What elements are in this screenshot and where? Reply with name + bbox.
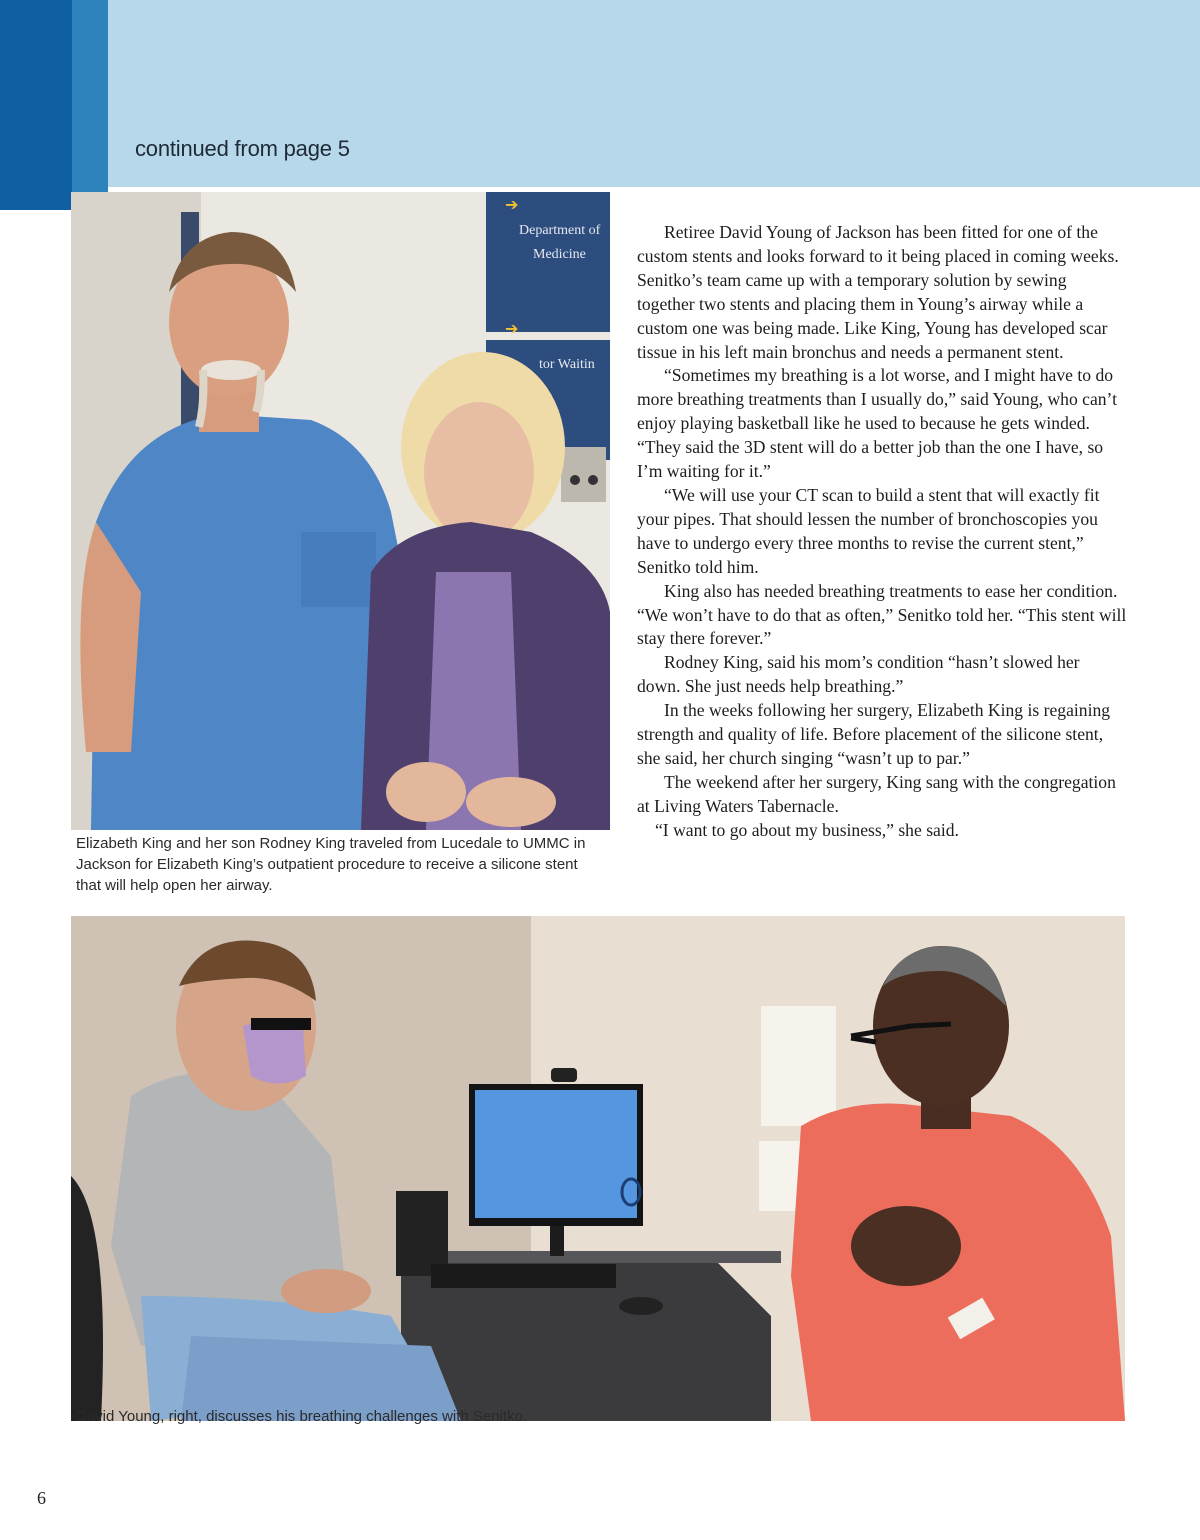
article-paragraph: Rodney King, said his mom’s condition “hasn’t slowed her down. She just needs help breathing.” [637, 652, 1080, 697]
sign-text-1: Department of [519, 223, 601, 238]
article-paragraph: “We will use your CT scan to build a stent that will exactly fit your pipes. That should lessen the number of bronchoscopies you have to undergo every three months to revise the current stent,” Senitko told him. [637, 484, 1100, 577]
photo1-caption: Elizabeth King and her son Rodney King traveled from Lucedale to UMMC in Jackson for Elizabeth King’s outpatient procedure to receive a silicone stent that will help open her airway. [76, 835, 586, 894]
svg-text:➔: ➔ [505, 197, 519, 214]
sign-text-3: tor Waitin [539, 357, 595, 372]
article-paragraph: “Sometimes my breathing is a lot worse, and I might have to do more breathing treatments than I usually do,” said Young, who can’t enjoy playing basketball like he used to because he gets winded. “They said the 3D stent will do a better job than the one I have, so I’m waiting for it.” [637, 365, 1117, 482]
photo2-caption: David Young, right, discusses his breathing challenges with Senitko. [76, 1408, 528, 1425]
article-body [637, 221, 1127, 843]
article-paragraph: The weekend after her surgery, King sang with the congregation at Living Waters Tabernacle. [637, 771, 1116, 816]
article-paragraph: In the weeks following her surgery, Elizabeth King is regaining strength and quality of life. Before placement of the silicone stent, she said, her church singing “wasn’t up to par.” [637, 700, 1111, 768]
article-paragraph: “I want to go about my business,” she said. [655, 819, 959, 840]
article-paragraph: King also has needed breathing treatments to ease her condition. “We won’t have to do that as often,” Senitko told her. “This stent will stay there forever.” [637, 580, 1127, 649]
sign-text-2: Medicine [533, 247, 586, 262]
continued-label: continued from page 5 [135, 136, 350, 161]
photo-young-senitko [71, 916, 1125, 1421]
photo-king-family [71, 192, 610, 830]
page-number: 6 [37, 1488, 46, 1508]
article-paragraph: Retiree David Young of Jackson has been fitted for one of the custom stents and looks forward to it being placed in coming weeks. Senitko’s team came up with a temporary solution by sewing together two stents and placing them in Young’s airway while a custom one was being made. Like King, Young has developed scar tissue in his left main bronchus and needs a permanent stent. [637, 222, 1119, 362]
svg-text:➔: ➔ [505, 321, 519, 338]
accent-bar-light [72, 0, 108, 198]
accent-bar-dark [0, 0, 72, 210]
